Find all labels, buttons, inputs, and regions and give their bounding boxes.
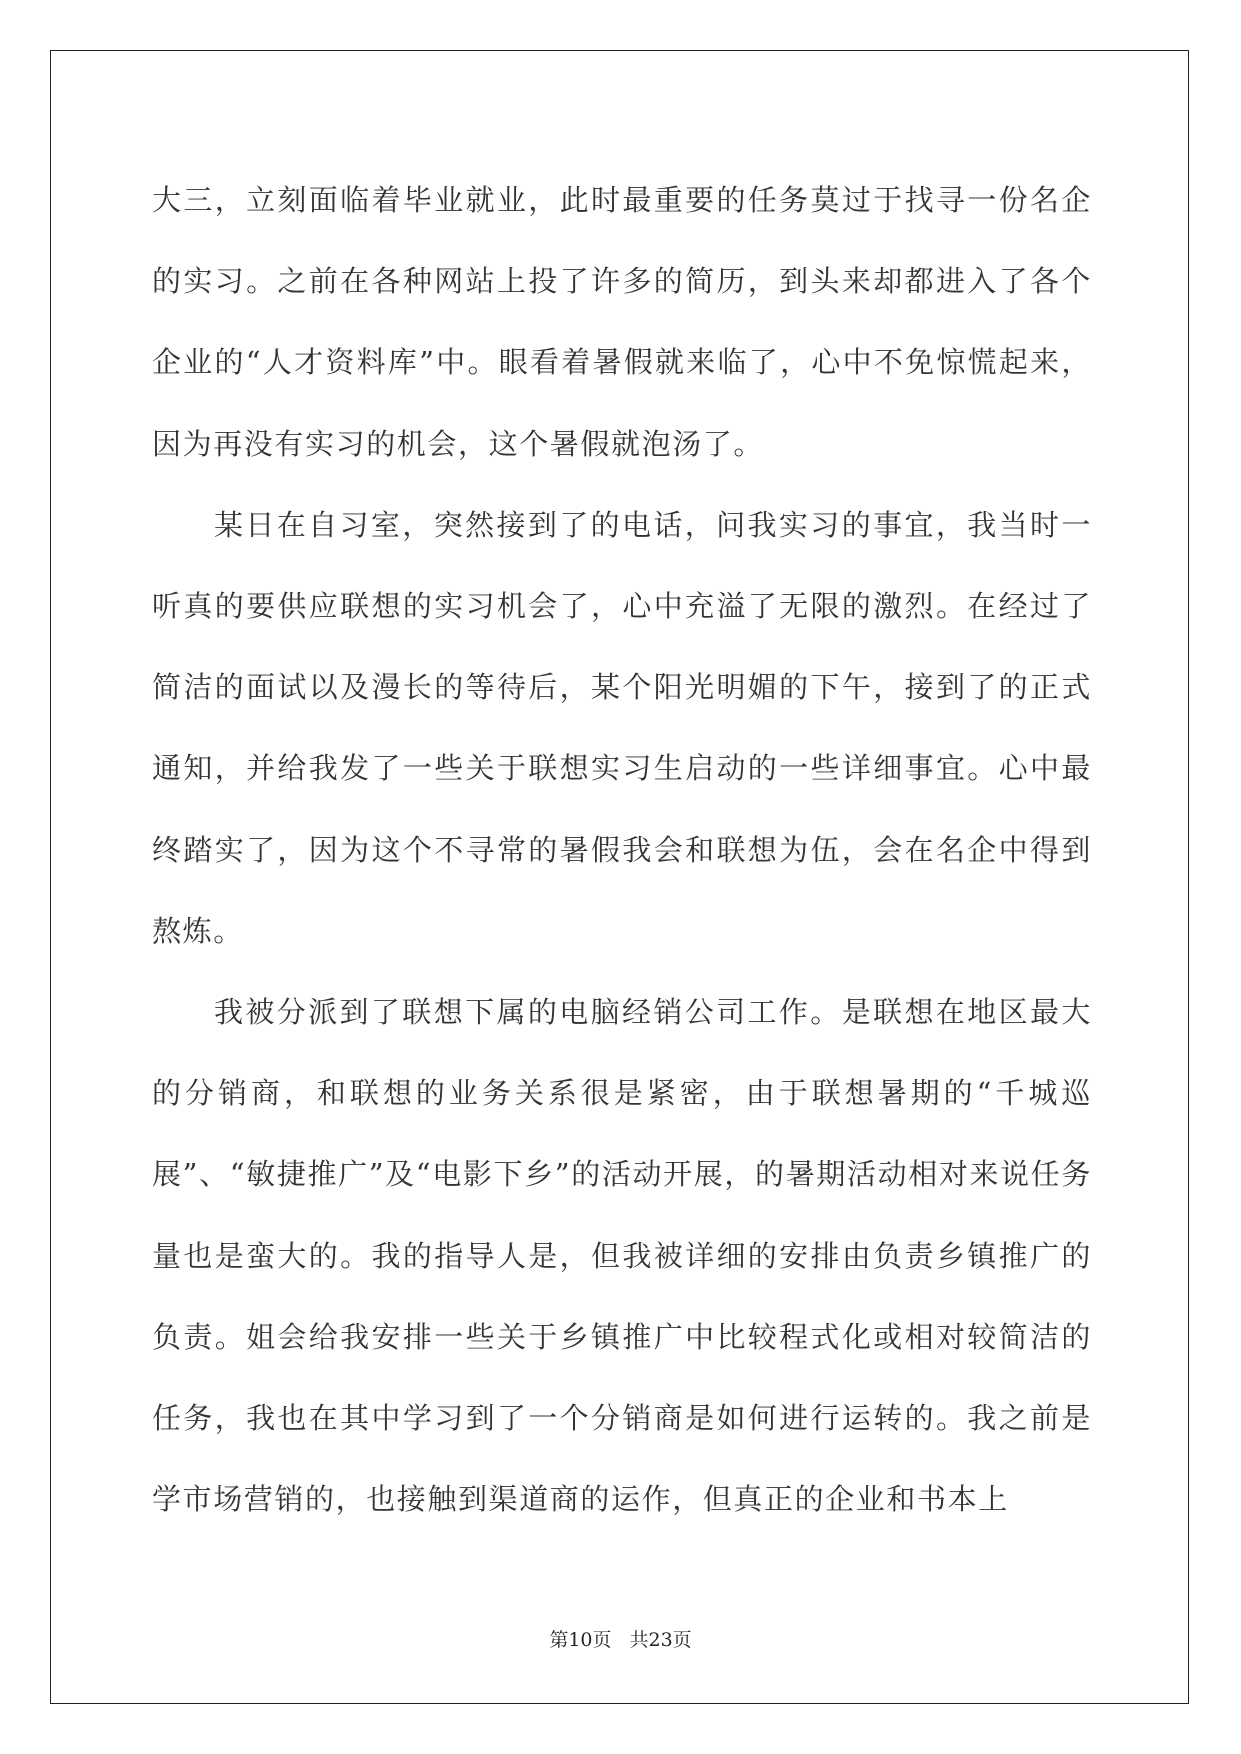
- paragraph-2: 某日在自习室，突然接到了的电话，问我实习的事宜，我当时一听真的要供应联想的实习机会了，心中充溢了无限的激烈。在经过了简洁的面试以及漫长的等待后，某个阳光明媚的下午，接到了的正式通知，并给我发了一些关于联想实习生启动的一些详细事宜。心中最终踏实了，因为这个不寻常的暑假我会和联想为伍，会在名企中得到熬炼。: [152, 507, 1092, 948]
- document-body: [152, 160, 1092, 1540]
- page-number: 第10页: [549, 1629, 612, 1651]
- total-pages: 共23页: [629, 1629, 692, 1651]
- paragraph-3: 我被分派到了联想下属的电脑经销公司工作。是联想在地区最大的分销商，和联想的业务关系很是紧密，由于联想暑期的“千城巡展”、“敏捷推广”及“电影下乡”的活动开展，的暑期活动相对来说任务量也是蛮大的。我的指导人是，但我被详细的安排由负责乡镇推广的负责。姐会给我安排一些关于乡镇推广中比较程式化或相对较简洁的任务，我也在其中学习到了一个分销商是如何进行运转的。我之前是学市场营销的，也接触到渠道商的运作，但真正的企业和书本上: [152, 995, 1092, 1517]
- page-footer: [0, 1625, 1241, 1652]
- paragraph-1: 大三，立刻面临着毕业就业，此时最重要的任务莫过于找寻一份名企的实习。之前在各种网站上投了许多的简历，到头来却都进入了各个企业的“人才资料库”中。眼看着暑假就来临了，心中不免惊慌起来，因为再没有实习的机会，这个暑假就泡汤了。: [152, 183, 1092, 461]
